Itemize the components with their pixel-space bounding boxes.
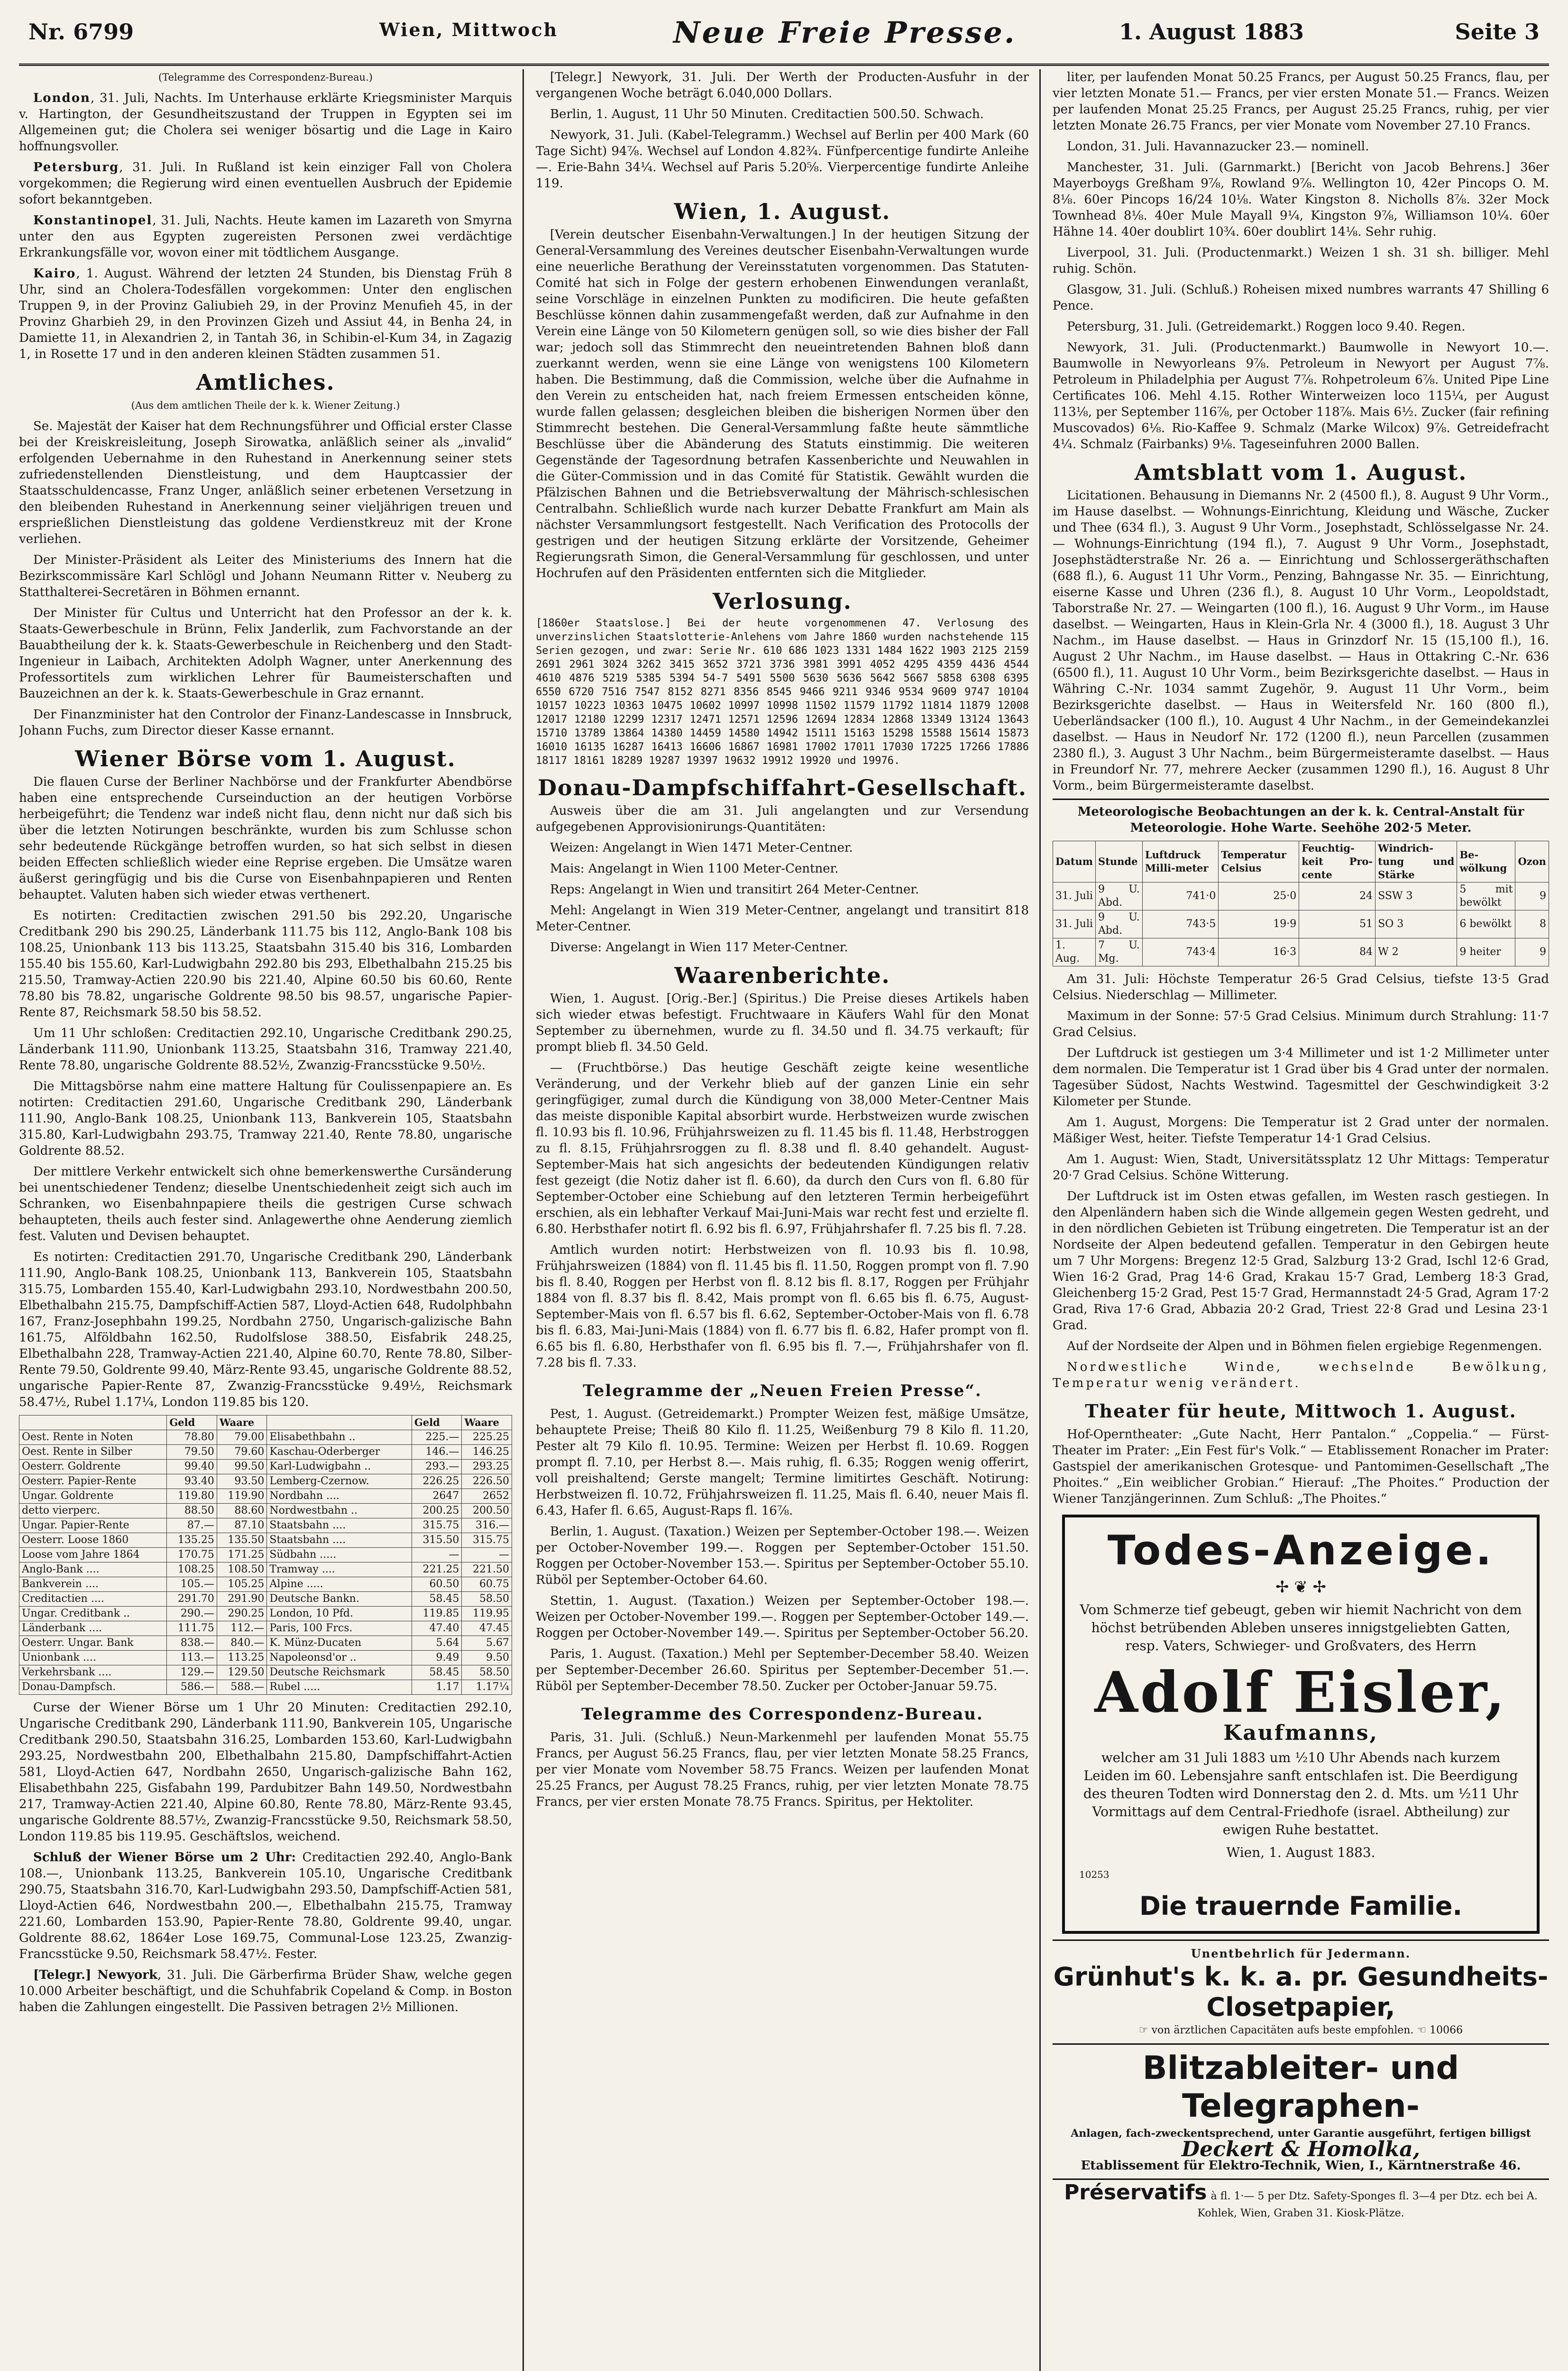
schluss-heading: Schluß der Wiener Börse um 2 Uhr: (33, 1850, 296, 1865)
table-cell: 16·3 (1219, 938, 1299, 966)
weather-paragraph-4: Am 1. August, Morgens: Die Temperatur ist 2 Grad unter der normalen. Mäßiger West, heiter. Tiefste Temperatur 14·1 Grad Celsius. (1053, 1115, 1549, 1146)
table-header: Waare (462, 1415, 512, 1430)
table-header: Be-wölkung (1457, 841, 1515, 882)
table-row (19, 1445, 512, 1460)
table-cell: Anglo-Bank .... (19, 1562, 167, 1577)
weather-forecast: Nordwestliche Winde, wechselnde Bewölkung, Temperatur wenig verändert. (1053, 1360, 1549, 1390)
table-cell: 112.— (217, 1621, 267, 1636)
table-cell: 129.— (167, 1665, 217, 1680)
table-cell: 221.50 (462, 1562, 512, 1577)
table-cell: 93.50 (217, 1474, 267, 1489)
table-cell: Oesterr. Loose 1860 (19, 1533, 167, 1548)
table-cell: 113.25 (217, 1651, 267, 1665)
table-cell: 170.75 (167, 1548, 217, 1562)
table-cell: Ungar. Creditbank .. (19, 1607, 167, 1621)
ad-closetpapier (1053, 1939, 1549, 2043)
table-cell: Deutsche Reichsmark (267, 1665, 412, 1680)
table-cell: 58.45 (412, 1592, 462, 1607)
table-cell: 111.75 (167, 1621, 217, 1636)
table-cell: 31. Juli (1053, 882, 1096, 910)
amtliches-paragraph-4: Der Finanzminister hat den Controlor der Finanz-Landescasse in Innsbruck, Johann Fuchs, zum Director dieser Kasse ernannt. (19, 708, 512, 738)
table-cell: SO 3 (1375, 910, 1457, 938)
waaren-paragraph-1: Wien, 1. August. [Orig.-Ber.] (Spiritus.) Die Preise dieses Artikels haben sich wieder etwas befestigt. Fruchtwaare in Käufers Wahl für den Monat September zu übernehmen, wurde zu fl. 34.50 und fl. 34.75 verkauft; für prompt blieb fl. 34.50 Geld. (536, 992, 1029, 1054)
table-header (19, 1415, 167, 1430)
table-cell: 51 (1299, 910, 1375, 938)
donau-diverse: Diverse: Angelangt in Wien 117 Meter-Centner. (550, 940, 848, 955)
table-cell: Nordbahn .... (267, 1489, 412, 1504)
table-cell: 47.40 (412, 1621, 462, 1636)
table-cell: 87.10 (217, 1518, 267, 1533)
boerse-paragraph-4: Die Mittagsbörse nahm eine mattere Haltung für Coulissenpapiere an. Es notirten: Creditactien 291.60, Ungarische Creditbank 290, Länderbank 111.90, Anglo-Bank 108.25, Unionbank 113, Bankverein 105, Staatsbahn 315.80, Karl-Ludwigbahn 293.75, Tramway 221.40, Rente 78.80, ungarische Goldrente 88.52. (19, 1079, 512, 1158)
table-cell: 58.45 (412, 1665, 462, 1680)
table-header: Geld (412, 1415, 462, 1430)
heading-theater: Theater für heute, Mittwoch 1. August. (1085, 1400, 1517, 1422)
market-manchester: Manchester, 31. Juli. (Garnmarkt.) [Bericht von Jacob Behrens.] 36er Mayerboygs Greßham 9⅞, Rowland 9⅞. Wellington 10, 42er Pincops O. M. 8⅛. 60er Pincops 16/24 10⅛. Water Kingston 8. Nicholls 8⅞. 32er Mock Townhead 8⅛. 40er Mule Mayall 9¼, Kingston 9⅞, Williamson 10¼. 60er Hähne 14. 40er doublirt 10¾. 60er doublirt 14⅛. Sehr ruhig. (1053, 160, 1549, 239)
table-row (19, 1518, 512, 1533)
table-cell: Staatsbahn .... (267, 1533, 412, 1548)
column-2 (536, 69, 1029, 2371)
theater-listing: Hof-Operntheater: „Gute Nacht, Herr Pantalon.“ „Coppelia.“ — Fürst-Theater im Prater: „Ein Fest für's Volk.“ — Etablissement Ronacher im Prater: Gastspiel der amerikanischen Grotesque- und Pantomimen-Gesellschaft „The Phoites.“ „Ein weiblicher Grobian.“ Hierauf: „The Phoites.“ Production der Wiener Tanzjängerinnen. Zum Schluß: „The Phoites.“ (1053, 1427, 1549, 1506)
table-cell: 9.50 (462, 1651, 512, 1665)
weather-paragraph-6: Der Luftdruck ist im Osten etwas gefallen, im Westen rasch gestiegen. In den Alpenländern haben sich die Winde allgemein gegen Westen gedreht, und in den nördlichen Gebieten ist Trübung eingetreten. Die Temperatur ist an der Nordseite der Alpen bedeutend gefallen. Temperatur in den Gebirgen heute um 7 Uhr Morgens: Bregenz 12·5 Grad, Salzburg 13·2 Grad, Ischl 12·6 Grad, Wien 16·2 Grad, Prag 14·6 Grad, Krakau 15·7 Grad, Lemberg 18·3 Grad, Gleichenberg 15·2 Grad, Pest 15·7 Grad, Hermannstadt 24·5 Grad, Agram 17·2 Grad, Riva 17·6 Grad, Abbazia 20·2 Grad, Triest 22·8 Grad und Lesina 23·1 Grad. (1053, 1189, 1549, 1333)
table-row (19, 1562, 512, 1577)
table-cell: 146.25 (462, 1445, 512, 1460)
table-header: Waare (217, 1415, 267, 1430)
table-cell: 129.50 (217, 1665, 267, 1680)
table-cell: Oest. Rente in Silber (19, 1445, 167, 1460)
heading-meteorologie: Meteorologische Beobachtungen an der k. k. Central-Anstalt für Meteorologie. Hohe Warte. Seehöhe 202·5 Meter. (1053, 799, 1549, 836)
article-berlin: Berlin, 1. August, 11 Uhr 50 Minuten. Creditactien 500.50. Schwach. (550, 107, 984, 121)
table-cell: Südbahn ..... (267, 1548, 412, 1562)
table-cell: 586.— (167, 1680, 217, 1695)
text-konstantinopel: , 31. Juli, Nachts. Heute kamen im Lazareth von Smyrna unter den aus Egypten zugereisten Personen zwei verdächtige Erkrankungsfälle vor, wovon einer mit tödtlichem Ausgange. (19, 213, 512, 260)
table-row (19, 1680, 512, 1695)
table-cell: 93.40 (167, 1474, 217, 1489)
article-petersburg (19, 159, 512, 208)
table-cell: 200.50 (462, 1504, 512, 1518)
table-cell: Oesterr. Goldrente (19, 1460, 167, 1474)
text-kairo: , 1. August. Während der letzten 24 Stunden, bis Dienstag Früh 8 Uhr, sind an Cholera-Todesfällen vorgekommen: Unter den englischen Truppen 9, in der Provinz Galiubieh 29, in der Provinz Menufieh 45, in der Provinz Gharbieh 29, in den Provinzen Gizeh und Assiut 44, in Benha 24, in Damiette 11, in Alexandrien 2, in Tantah 36, in Schibin-el-Kum 34, in Zagazig 1, in Rosette 17 und in den anderen kleinen Städten zusammen 51. (19, 267, 512, 361)
column-3 (1053, 69, 1549, 2371)
market-petersburg: Petersburg, 31. Juli. (Getreidemarkt.) Roggen loco 9.40. Regen. (1067, 320, 1466, 334)
boerse-paragraph-6: Es notirten: Creditactien 291.70, Ungarische Creditbank 290, Länderbank 111.90, Anglo-Bank 108.25, Unionbank 113, Bankverein 105, Staatsbahn 315.75, Lombarden 155.40, Karl-Ludwigbahn 293.10, Nordwestbahn 200.50, Elbethalbahn 215.75, Dampfschiff-Actien 587, Lloyd-Actien 648, Rudolphbahn 167, Franz-Josephbahn 199.25, Nordbahn 2750, Ungarisch-galizische Bahn 161.75, Alföldbahn 162.50, Rudolfslose 388.50, Eisfabrik 248.25, Elbethalbahn 228, Tramway-Actien 221.40, Alpine 60.70, Rente 78.80, Silber-Rente 79.50, Goldrente 99.40, März-Rente 93.45, ungarische Goldrente 88.52, ungarische Papier-Rente 87, Zwanzig-Francsstücke 9.49½, Reichsmark 58.47½, Rubel 1.17¼, London 119.85 bis 120. (19, 1250, 512, 1409)
table-cell: 840.— (217, 1636, 267, 1651)
ad3-title: Préservatifs (1064, 2180, 1207, 2205)
table-cell: Elisabethbahn .. (267, 1430, 412, 1445)
table-cell: 99.40 (167, 1460, 217, 1474)
newspaper-title: Neue Freie Presse. (673, 15, 1017, 50)
death-notice-body: welcher am 31 Juli 1883 um ½10 Uhr Abends nach kurzem Leiden im 60. Lebensjahre sanft entschlafen ist. Die Beerdigung des theuren Todten wird Donnerstag den 2. d. Mts. um ½11 Uhr Vormittags auf dem Central-Friedhofe (israel. Abtheilung) zur ewigen Ruhe bestattet. (1083, 1750, 1519, 1838)
table-cell: 171.25 (217, 1548, 267, 1562)
table-cell: Rubel ..... (267, 1680, 412, 1695)
table-cell: 58.50 (462, 1665, 512, 1680)
table-cell: Ungar. Goldrente (19, 1489, 167, 1504)
boerse-paragraph-5: Der mittlere Verkehr entwickelt sich ohne bemerkenswerthe Cursänderung bei unentschiedener Tendenz; dieselbe Unentschiedenheit zeigt sich auch im Schranken, wo Eisenbahnpapiere theils die gestrigen Curse schwach behaupteten, theils auch fester sind. Anlagewerthe ohne Aenderung ziemlich fest. Valuten und Devisen behauptet. (19, 1165, 512, 1243)
ad1-title: Grünhut's k. k. a. pr. Gesundheits-Closetpapier, (1053, 1962, 1549, 2022)
market-newyork: Newyork, 31. Juli. (Productenmarkt.) Baumwolle in Newyort 10.—. Baumwolle in Newyorleans 9⅞. Petroleum in Newyort per August 7⅞. Petroleum in Philadelphia per August 7⅞. Rohpetroleum 6⅞. United Pipe Line Certificates 106. Mehl 4.15. Rother Winterweizen loco 115¼, per August 113⅛, per September 116⅞, per October 118⅞. Mais 6½. Zucker (fair refining Muscovados) 6⅛. Rio-Kaffee 9. Schmalz (Marke Wilcox) 9⅞. Getreidefracht 4¼. Schmalz (Fairbanks) 9⅛. Tageseinfuhren 2000 Ballen. (1053, 340, 1549, 451)
table-cell: 105.25 (217, 1577, 267, 1592)
table-cell: Paris, 100 Frcs. (267, 1621, 412, 1636)
column-rule-1 (523, 69, 524, 2371)
telegram-pest: Pest, 1. August. (Getreidemarkt.) Prompter Weizen fest, mäßige Umsätze, behauptete Preise; Theiß 80 Kilo fl. 11.25, Weißenburg 79 8 Kilo fl. 11.20, Pester alt 79 Kilo fl. 10.95. Termine: Weizen per Herbst fl. 10.69. Roggen prompt fl. 7.10, per Herbst 8.—. Mais ruhig, fl. 6.35; Roggen wenig offerirt, voll preishaltend; Gerste mangelt; Termine limitirtes Geschäft. Notirung: Herbstweizen fl. 10.72, Frühjahrsweizen fl. 11.25, Mais fl. 6.40, neuer Mais fl. 6.43, Hafer fl. 6.65, August-Raps fl. 16⅞. (536, 1407, 1029, 1518)
table-cell: Karl-Ludwigbahn .. (267, 1460, 412, 1474)
heading-telegramme-nfp: Telegramme der „Neuen Freien Presse“. (583, 1381, 982, 1400)
table-cell: 290.25 (217, 1607, 267, 1621)
death-notice-id: 10253 (1079, 1869, 1110, 1880)
ornament-icon: ✢ ❦ ✢ (1275, 1578, 1327, 1597)
weather-paragraph-1: Am 31. Juli: Höchste Temperatur 26·5 Grad Celsius, tiefste 13·5 Grad Celsius. Niederschlag — Millimeter. (1053, 972, 1549, 1002)
death-notice-intro: Vom Schmerze tief gebeugt, geben wir hiemit Nachricht von dem höchst betrübenden Ableben unseres innigstgeliebten Gatten, resp. Vaters, Schwieger- und Großvaters, des Herrn (1080, 1602, 1522, 1654)
table-cell: Oesterr. Ungar. Bank (19, 1636, 167, 1651)
table-cell: 108.25 (167, 1562, 217, 1577)
article-newyork-shaw (19, 1967, 512, 2015)
table-cell: 226.50 (462, 1474, 512, 1489)
table-cell: — (462, 1548, 512, 1562)
market-glasgow: Glasgow, 31. Juli. (Schluß.) Roheisen mixed numbres warrants 47 Shilling 6 Pence. (1053, 283, 1549, 313)
heading-wien: Wien, 1. August. (674, 199, 891, 224)
table-header: Temperatur Celsius (1219, 841, 1299, 882)
table-header: Ozon (1515, 841, 1549, 882)
place-london: London (33, 91, 91, 105)
table-cell: 315.75 (462, 1533, 512, 1548)
boerse-paragraph-1: Die flauen Curse der Berliner Nachbörse und der Frankfurter Abendbörse haben eine entsprechende Curseinduction an der heutigen Vorbörse herbeigeführt; die Tendenz war indeß nicht flau, denn nicht nur daß sich bis über die letzten Notirungen beschränkte, wurden bis zum Schlusse schon sehr bedeutende Rückgänge betroffen wurden, so hat sich selbst in diesen beiden Effecten schließlich wieder eine Reprise ergeben. Die Umsätze waren äußerst geringfügig und bis die Curse von Eisenbahnpapieren und Renten behauptet. Valuten haben sich wieder etwas verthenert. (19, 775, 512, 902)
table-cell: 743·4 (1142, 938, 1219, 966)
table-cell: Lemberg-Czernow. (267, 1474, 412, 1489)
table-cell: 2652 (462, 1489, 512, 1504)
newspaper-page (19, 11, 1549, 2371)
weather-paragraph-2: Maximum in der Sonne: 57·5 Grad Celsius. Minimum durch Strahlung: 11·7 Grad Celsius. (1053, 1009, 1549, 1039)
table-cell: 9 U. Abd. (1096, 910, 1143, 938)
table-cell: W 2 (1375, 938, 1457, 966)
table-cell: 293.25 (462, 1460, 512, 1474)
table-cell: Ungar. Papier-Rente (19, 1518, 167, 1533)
ad3-text: à fl. 1·— 5 per Dtz. Safety-Sponges fl. 3—4 per Dtz. ech bei A. Kohlek, Wien, Graben 31. Kiosk-Plätze. (1197, 2190, 1538, 2219)
table-cell: Deutsche Bankn. (267, 1592, 412, 1607)
table-cell: 291.70 (167, 1592, 217, 1607)
table-cell: 1.17 (412, 1680, 462, 1695)
table-cell: 88.60 (217, 1504, 267, 1518)
table-cell: 9 (1515, 938, 1549, 966)
ad-preservatifs (1053, 2178, 1549, 2226)
table-cell: 60.50 (412, 1577, 462, 1592)
article-newyork-export: [Telegr.] Newyork, 31. Juli. Der Werth der Producten-Ausfuhr in der vergangenen Woche beträgt 6.040,000 Dollars. (536, 70, 1029, 101)
table-header: Stunde (1096, 841, 1143, 882)
table-cell: Bankverein .... (19, 1577, 167, 1592)
boerse-paragraph-7: Curse der Wiener Börse um 1 Uhr 20 Minuten: Creditactien 292.10, Ungarische Creditbank 290, Länderbank 111.90, Bankverein 105, Ungarische Creditbank 290.50, Staatsbahn 316.25, Lombarden 153.60, Karl-Ludwigbahn 293.25, Nordwestbahn 200, Elbethalbahn 215.80, Dampfschiffahrt-Actien 581, Lloyd-Actien 647, Nordbahn 2650, Ungarisch-galizische Bahn 162, Elisabethbahn 225, Gisfabahn 199, Pardubitzer Bahn 149.50, Nordwestbahn 217, Tramway-Actien 221.40, Alpine 60.80, Rente 78.80, März-Rente 93.45, ungarische Goldrente 88.57½, Zwanzig-Francsstücke 9.50, Reichsmark 58.50, London 119.85 bis 119.95. Geschäftslos, weichend. (19, 1700, 512, 1844)
telegram-stettin: Stettin, 1. August. (Taxation.) Weizen per September-October 198.—. Weizen per October-November 199.—. Roggen per September-October 149.—. Roggen per October-November 149.—. Spiritus per September-October 56.20. (536, 1594, 1029, 1640)
table-cell: 135.50 (217, 1533, 267, 1548)
ad2-subtitle: Anlagen, fach-zweckentsprechend, unter Garantie ausgeführt, fertigen billigst (1071, 2127, 1531, 2140)
ad2-firm: Deckert & Homolka, (1181, 2137, 1421, 2161)
place-petersburg: Petersburg (33, 160, 119, 175)
table-row (19, 1577, 512, 1592)
masthead (19, 11, 1549, 66)
table-cell: 19·9 (1219, 910, 1299, 938)
table-cell: 5.67 (462, 1636, 512, 1651)
waaren-paragraph-3: Amtlich wurden notirt: Herbstweizen von fl. 10.93 bis fl. 10.98, Frühjahrsweizen (1884) von fl. 11.45 bis fl. 11.50, Roggen prompt von fl. 7.90 bis fl. 8.40, Roggen per Herbst von fl. 8.12 bis fl. 8.17, Roggen per Frühjahr 1884 von fl. 8.37 bis fl. 8.42, Mais prompt von fl. 6.65 bis fl. 6.75, August-September-Mais von fl. 6.57 bis fl. 6.62, September-October-Mais von fl. 6.78 bis fl. 6.83, Mai-Juni-Mais (1884) von fl. 6.77 bis fl. 6.82, Hafer prompt von fl. 6.65 bis fl. 6.80, Herbsthafer von fl. 6.95 bis fl. 7.—, Frühjahrshafer von fl. 7.28 bis fl. 7.33. (536, 1243, 1029, 1370)
table-header-row (19, 1415, 512, 1430)
table-cell: 119.95 (462, 1607, 512, 1621)
table-row (19, 1621, 512, 1636)
table-cell: 315.75 (412, 1518, 462, 1533)
article-konstantinopel (19, 212, 512, 261)
issue-number: Nr. 6799 (28, 19, 134, 45)
table-cell: Verkehrsbank .... (19, 1665, 167, 1680)
ad1-tagline: Unentbehrlich für Jedermann. (1191, 1947, 1411, 1960)
boerse-quote-table (19, 1415, 512, 1695)
table-cell: Creditactien .... (19, 1592, 167, 1607)
donau-intro: Ausweis über die am 31. Juli angelangten und zur Versendung aufgegebenen Approvisionirungs-Quantitäten: (536, 804, 1029, 834)
table-cell: 1. Aug. (1053, 938, 1096, 966)
table-cell: 225.25 (462, 1430, 512, 1445)
ad2-address: Etablissement für Elektro-Technik, Wien, I., Kärntnerstraße 46. (1081, 2159, 1521, 2173)
table-cell: 6 bewölkt (1457, 910, 1515, 938)
telegram-paris: Paris, 1. August. (Taxation.) Mehl per September-December 58.40. Weizen per September-December 26.60. Spiritus per September-December 51.—. Rüböl per September-December 78.50. Zucker per October-Januar 59.75. (536, 1647, 1029, 1693)
page-number: Seite 3 (1455, 19, 1540, 45)
table-cell: 119.80 (167, 1489, 217, 1504)
verlosung-series-list: [1860er Staatslose.] Bei der heute vorgenommenen 47. Verlosung des unverzinslichen Staatslotterie-Anlehens vom Jahre 1860 wurden nachstehende 115 Serien gezogen, und zwar: Serie Nr. 610 686 1023 1331 1484 1622 1903 2125 2159 2691 2961 3024 3262 3415 3652 3721 3736 3981 3991 4052 4295 4359 4436 4544 4610 4876 5219 5385 5394 54-7 5491 5500 5630 5636 5642 5667 5858 6308 6395 6550 6720 7516 7547 8152 8271 8356 8545 9466 9211 9346 9534 9609 9747 10104 10157 10223 10363 10475 10602 10997 10998 11502 11579 11792 11814 11879 12008 12017 12180 12299 12317 12471 12571 12596 12694 12834 12868 13349 13124 13643 15710 13789 13864 14380 14459 14580 14942 15111 15163 15298 15588 15614 15873 16010 16135 16287 16413 16606 16867 16981 17002 17011 17030 17225 17266 17886 18117 18161 18289 19287 19397 19632 19912 19920 und 19976. (536, 617, 1029, 767)
table-row (1053, 882, 1549, 910)
table-cell: 5 mit bewölkt (1457, 882, 1515, 910)
table-cell: — (412, 1548, 462, 1562)
donau-reps: Reps: Angelangt in Wien und transitirt 264 Meter-Centner. (550, 882, 919, 897)
table-cell: 31. Juli (1053, 910, 1096, 938)
heading-telegramme-corr: Telegramme des Correspondenz-Bureau. (581, 1705, 983, 1724)
table-row (19, 1474, 512, 1489)
table-cell: 221.25 (412, 1562, 462, 1577)
table-cell: 79.60 (217, 1445, 267, 1460)
table-cell: 84 (1299, 938, 1375, 966)
table-header: Datum (1053, 841, 1096, 882)
table-cell: 24 (1299, 882, 1375, 910)
boerse-paragraph-2: Es notirten: Creditactien zwischen 291.50 bis 292.20, Ungarische Creditbank 290 bis 290.25, Länderbank 111.75 bis 112, Anglo-Bank 108 bis 108.25, Unionbank 113 bis 113.25, Staatsbahn 315.40 bis 316, Lombarden 155.40 bis 155.60, Karl-Ludwigbahn 292.80 bis 293, Elbethalbahn 215.25 bis 215.50, Tramway-Actien 220.90 bis 221.40, Alpine 60.50 bis 60.60, Rente 78.80 bis 78.82, ungarische Goldrente 98.50 bis 98.57, ungarische Papier-Rente 87, Reichsmark 58.50 bis 58.52. (19, 909, 512, 1020)
table-cell: Oest. Rente in Noten (19, 1430, 167, 1445)
table-cell: 225.— (412, 1430, 462, 1445)
boerse-paragraph-3: Um 11 Uhr schloßen: Creditactien 292.10, Ungarische Creditbank 290.25, Länderbank 111.90, Unionbank 113.25, Staatsbahn 316, Tramway 221.40, Rente 78.80, ungarische Goldrente 88.52½, Zwanzig-Francsstücke 9.50½. (19, 1026, 512, 1073)
table-cell: 108.50 (217, 1562, 267, 1577)
weather-paragraph-3: Der Luftdruck ist gestiegen um 3·4 Millimeter und ist 1·2 Millimeter unter dem normalen. Die Temperatur ist 1 Grad über bis 4 Grad unter der normalen. Tagesüber Südost, Nachts Westwind. Tagesmittel der Geschwindigkeit 3·2 Kilometer per Stunde. (1053, 1046, 1549, 1109)
ad1-subtitle: ☞ von ärztlichen Capacitäten aufs beste empfohlen. ☜ 10066 (1138, 2024, 1463, 2036)
article-newyork-cable: Newyork, 31. Juli. (Kabel-Telegramm.) Wechsel auf Berlin per 400 Mark (60 Tage Sicht) 94⅞. Wechsel auf London 4.82¾. Fünfpercentige fundirte Anleihe —. Erie-Bahn 34¼. Wechsel auf Paris 5.20⅝. Vierpercentige fundirte Anleihe 119. (536, 128, 1029, 191)
market-london: London, 31. Juli. Havannazucker 23.— nominell. (1067, 139, 1369, 154)
table-row (19, 1665, 512, 1680)
place-kairo: Kairo (33, 267, 76, 281)
table-cell: Nordwestbahn .. (267, 1504, 412, 1518)
donau-mehl: Mehl: Angelangt in Wien 319 Meter-Centner, angelangt und transitirt 818 Meter-Centner. (536, 903, 1029, 934)
table-row (1053, 938, 1549, 966)
table-cell: 47.45 (462, 1621, 512, 1636)
table-cell: 7 U. Mg. (1096, 938, 1143, 966)
table-cell: Loose vom Jahre 1864 (19, 1548, 167, 1562)
table-row (1053, 910, 1549, 938)
wien-paragraph: [Verein deutscher Eisenbahn-Verwaltungen.] In der heutigen Sitzung der General-Versammlung des Vereines deutscher Eisenbahn-Verwaltungen wurde eine neuerliche Berathung der Vereinsstatuten vorgenommen. Das Statuten-Comité hat sich in Folge der gestern erhobenen Einwendungen veranlaßt, seine Vorschläge in einzelnen Punkten zu modificiren. Die heute gefaßten Beschlüsse können dahin zusammengefaßt werden, daß zur Aufnahme in den Verein eine Länge von 50 Kilometern genügen soll, so wie dies bisher der Fall war; jedoch soll das Stimmrecht den neueintretenden Bahnen bloß dann zuerkannt werden, wenn sie eine Länge von wenigstens 100 Kilometern haben. Die Bestimmung, daß die Commission, welche über die Aufnahme in den Verein zu entscheiden hat, nach freiem Ermessen entscheiden könne, wurde fallen gelassen; desgleichen bleiben die bisherigen Normen über den Stimmrecht bestehen. Die General-Versammlung faßte heute sämmtliche Beschlüsse über die Abänderung des Statuts einstimmig. Die weiteren Gegenstände der Tagesordnung betrafen Kassenberichte und Neuwahlen in die Güter-Commission und in das Comité für Statistik. Gewählt wurden die Pfälzischen Bahnen und die Betriebsverwaltung der Mährisch-schlesischen Centralbahn. Schließlich wurde nach kurzer Debatte Frankfurt am Main als nächster Versammlungsort festgestellt. Nach Verification des Protocolls der gestrigen und der heutigen Sitzung erklärte der Vorsitzende, Geheimer Regierungsrath Simon, die General-Versammlung für geschlossen, und unter Hochrufen auf den Präsidenten entfernten sich die Mitglieder. (536, 228, 1029, 580)
amtliches-paragraph-3: Der Minister für Cultus und Unterricht hat den Professor an der k. k. Staats-Gewerbeschule in Brünn, Felix Janderlik, zum Fachvorstande an der Bauabtheilung der k. k. Staats-Gewerbeschule in Reichenberg und den Stadt-Ingenieur in Laibach, Architekten Adolph Wagner, unter Anerkennung des Professortitels zum wirklichen Lehrer für Baumeisterschaften und Bauzeichnen an der k. k. Staats-Gewerbeschule in Graz ernannt. (19, 606, 512, 701)
article-kairo (19, 266, 512, 362)
table-cell: 226.25 (412, 1474, 462, 1489)
table-cell: 741·0 (1142, 882, 1219, 910)
table-cell: Tramway .... (267, 1562, 412, 1577)
table-row (19, 1607, 512, 1621)
table-row (19, 1651, 512, 1665)
death-notice-city: Wien, 1. August 1883. (1226, 1845, 1375, 1860)
table-cell: 838.— (167, 1636, 217, 1651)
table-header: Feuchtig-keit Pro-cente (1299, 841, 1375, 882)
table-cell: 113.— (167, 1651, 217, 1665)
table-cell: Napoleonsd'or .. (267, 1651, 412, 1665)
article-london (19, 90, 512, 155)
table-cell: 200.25 (412, 1504, 462, 1518)
table-header: Luftdruck Milli-meter (1142, 841, 1219, 882)
table-cell: 79.00 (217, 1430, 267, 1445)
table-header-row (1053, 841, 1549, 882)
deceased-role: Kaufmanns, (1223, 1721, 1378, 1745)
heading-amtliches: Amtliches. (196, 369, 335, 395)
table-cell: 316.— (462, 1518, 512, 1533)
death-notice (1062, 1515, 1540, 1934)
table-cell: 8 (1515, 910, 1549, 938)
ad-blitzableiter (1053, 2043, 1549, 2178)
weather-paragraph-7: Auf der Nordseite der Alpen und in Böhmen fielen ergiebige Regenmengen. (1067, 1339, 1542, 1353)
schluss-text: Creditactien 292.40, Anglo-Bank 108.—, Unionbank 113.25, Bankverein 105.10, Ungarische Creditbank 290.75, Staatsbahn 316.70, Karl-Ludwigbahn 293.50, Dampfschiff-Actien 581, Lloyd-Actien 646, Nordwestbahn 200.—, Elbethalbahn 215.75, Tramway 221.60, Lombarden 153.90, Papier-Rente 78.80, Goldrente 99.40, ungar. Goldrente 88.62, 1864er Lose 169.75, Communal-Lose 123.25, Zwanzig-Francsstücke 9.50, Reichsmark 58.47½. Fester. (19, 1850, 512, 1961)
text-petersburg: , 31. Juli. In Rußland ist kein einziger Fall von Cholera vorgekommen; die Regierung wird einen eventuellen Ausbruch der Epidemie sofort bekanntgeben. (19, 160, 512, 207)
weather-table (1053, 841, 1549, 966)
weather-paragraph-5: Am 1. August: Wien, Stadt, Universitätssplatz 12 Uhr Mittags: Temperatur 20·7 Grad Celsius. Schöne Witterung. (1053, 1152, 1549, 1183)
table-cell: 9 heiter (1457, 938, 1515, 966)
heading-verlosung: Verlosung. (712, 588, 853, 614)
table-row (19, 1533, 512, 1548)
table-row (19, 1592, 512, 1607)
table-cell: 315.50 (412, 1533, 462, 1548)
deceased-name: Adolf Eisler, (1094, 1659, 1507, 1725)
table-cell: 88.50 (167, 1504, 217, 1518)
table-header: Windrich-tung und Stärke (1375, 841, 1457, 882)
boerse-quote-rows (19, 1430, 512, 1695)
table-cell: 291.90 (217, 1592, 267, 1607)
heading-amtsblatt: Amtsblatt vom 1. August. (1134, 459, 1467, 485)
amtliches-paragraph-2: Der Minister-Präsident als Leiter des Ministeriums des Innern hat die Bezirkscommissäre Karl Schlögl und Johann Neumann Ritter v. Neuberg zu Statthalterei-Secretären in Böhmen ernannt. (19, 553, 512, 599)
place-konstantinopel: Konstantinopel (33, 213, 153, 228)
telegram-berlin: Berlin, 1. August. (Taxation.) Weizen per September-October 198.—. Weizen per October-November 199.—. Roggen per September-October 151.50. Roggen per October-November 153.—. Spiritus per September-October 55.10. Rüböl per September-October 64.60. (536, 1525, 1029, 1587)
text-newyork: , 31. Juli. Die Gärberfirma Brüder Shaw, welche gegen 10.000 Arbeiter beschäftigt, und die Schuhfabrik Copeland & Comp. in Boston haben die Zahlungen eingestellt. Die Passiven betragen 2½ Millionen. (19, 1968, 512, 2014)
table-cell: 58.50 (462, 1592, 512, 1607)
telegrams-subheading: (Telegramme des Correspondenz-Bureau.) (158, 72, 373, 83)
table-cell: 119.85 (412, 1607, 462, 1621)
heading-boerse: Wiener Börse vom 1. August. (75, 746, 456, 772)
text-london: , 31. Juli, Nachts. Im Unterhause erklärte Kriegsminister Marquis v. Hartington, der Gesundheitszustand der Truppen in Egypten sei im Allgemeinen gut; die Cholera sei weniger bösartig und die Lage in Kairo hoffnungsvoller. (19, 91, 512, 154)
city-weekday: Wien, Mittwoch (379, 19, 559, 40)
issue-date: 1. August 1883 (1119, 19, 1304, 45)
table-cell: Staatsbahn .... (267, 1518, 412, 1533)
table-cell: K. Münz-Ducaten (267, 1636, 412, 1651)
waaren-paragraph-2: — (Fruchtbörse.) Das heutige Geschäft zeigte keine wesentliche Veränderung, und der Verkehr blieb auf der ganzen Linie ein sehr geringfügiger, zumal durch die Kündigung von 38,000 Meter-Centner Mais das meiste disponible Kapital absorbirt wurde. Herbstweizen wurde zwischen fl. 10.93 bis fl. 10.96, Frühjahrsweizen zu fl. 11.45 bis fl. 11.48, Herbstroggen zu fl. 8.15, Frühjahrsroggen zu fl. 8.38 und fl. 8.40 gehandelt. August-September-Mais hat sich angesichts der bedeutenden Kündigungen relativ fest gezeigt (die Notiz daher ist fl. 6.60), da durch den Curs von fl. 6.80 für September-October eine Schiebung auf den letzteren Termin herbeigeführt erschien, als ein lebhafter Verkauf Mai-Juni-Mais war recht fest und erzielte fl. 6.80. Herbsthafer notirt fl. 6.92 bis fl. 6.97, Frühjahrshafer fl. 7.25 bis fl. 7.28. (536, 1061, 1029, 1236)
table-cell: Alpine ..... (267, 1577, 412, 1592)
table-cell: 2647 (412, 1489, 462, 1504)
table-cell: Donau-Dampfsch. (19, 1680, 167, 1695)
amtsblatt-licitationen: Licitationen. Behausung in Diemanns Nr. 2 (4500 fl.), 8. August 9 Uhr Vorm., im Hause daselbst. — Wohnungs-Einrichtung, Kleidung und Wäsche, Zucker und Thee (634 fl.), 3. August 9 Uhr Vorm., Josephstadt, Schlösselgasse Nr. 24. — Wohnungs-Einrichtung (194 fl.), 7. August 9 Uhr Vorm., Josephstadt, Josephstädterstraße Nr. 26 a. — Einrichtung und Schlossergeräthschaften (688 fl.), 6. August 11 Uhr Vorm., Penzing, Bahngasse Nr. 35. — Einrichtung, eiserne Kasse und Uhren (236 fl.), 8. August 10 Uhr Vorm., Leopoldstadt, Taborstraße Nr. 27. — Weingarten (100 fl.), 16. August 9 Uhr Vorm., im Hause daselbst. — Weingarten, Haus in Klein-Grla Nr. 4 (3000 fl.), 18. August 3 Uhr Nachm., im Hause daselbst. — Haus in Grinzdorf Nr. 15 (15,100 fl.), 16. August 2 Uhr Nachm., im Hause daselbst. — Haus in Ottakring C.-Nr. 636 (6500 fl.), 11. August 10 Uhr Vorm., beim Bezirksgerichte daselbst. — Haus in Währing C.-Nr. 1034 sammt Zugehör, 9. August 11 Uhr Vorm., beim Bezirksgerichte daselbst. — Haus in Weitersfeld Nr. 160 (800 fl.), Ueberländsacker (100 fl.), 10. August 4 Uhr Nachm., in der Gemeindekanzlei daselbst. — Haus in Neudorf Nr. 172 (1200 fl.), neun Parcellen (zusammen 2380 fl.), 3. August 3 Uhr Nachm., beim Bürgermeisteramte daselbst. — Haus in Freundorf Nr. 77, mehrere Aecker (zusammen 1290 fl.), 16. August 8 Uhr Vorm., beim Bürgermeisteramte daselbst. (1053, 488, 1549, 793)
table-cell: 293.— (412, 1460, 462, 1474)
table-cell: 9.49 (412, 1651, 462, 1665)
table-cell: 9 U. Abd. (1096, 882, 1143, 910)
table-cell: 79.50 (167, 1445, 217, 1460)
heading-donau: Donau-Dampfschiffahrt-Gesellschaft. (538, 775, 1027, 800)
table-row (19, 1548, 512, 1562)
table-cell: 146.— (412, 1445, 462, 1460)
table-cell: 105.— (167, 1577, 217, 1592)
table-row (19, 1636, 512, 1651)
table-cell: 588.— (217, 1680, 267, 1695)
table-cell: 25·0 (1219, 882, 1299, 910)
table-cell: Kaschau-Oderberger (267, 1445, 412, 1460)
table-cell: 87.— (167, 1518, 217, 1533)
table-cell: 135.25 (167, 1533, 217, 1548)
column-rule-2 (1039, 69, 1041, 2371)
donau-weizen: Weizen: Angelangt in Wien 1471 Meter-Centner. (550, 841, 853, 855)
table-cell: 1.17¼ (462, 1680, 512, 1695)
weather-rows (1053, 882, 1549, 966)
table-row (19, 1504, 512, 1518)
table-cell: 290.— (167, 1607, 217, 1621)
subheading-amtliches: (Aus dem amtlichen Theile der k. k. Wiener Zeitung.) (131, 400, 400, 411)
table-cell: Oesterr. Papier-Rente (19, 1474, 167, 1489)
donau-mais: Mais: Angelangt in Wien 1100 Meter-Centner. (550, 862, 839, 876)
paris-continued: liter, per laufenden Monat 50.25 Francs, per August 50.25 Francs, flau, per vier letzten Monate 51.— Francs, per vier ersten Monate 51.— Francs. Weizen per laufenden Monat 25.25 Francs, per August 25.25 Francs, ruhig, per vier letzten Monate 26.75 Francs, per vier Monate vom November 27.10 Francs. (1053, 70, 1549, 133)
table-cell: 5.64 (412, 1636, 462, 1651)
heading-waarenberichte: Waarenberichte. (674, 963, 890, 988)
table-cell: 743·5 (1142, 910, 1219, 938)
boerse-schluss (19, 1849, 512, 1962)
table-cell: SSW 3 (1375, 882, 1457, 910)
corr-paris: Paris, 31. Juli. (Schluß.) Neun-Markenmehl per laufenden Monat 55.75 Francs, per August 56.25 Francs, flau, per vier letzten Monate 58.25 Francs, per vier Monate vom November 58.75 Francs. Weizen per laufenden Monat 25.25 Francs, per August 78.25 Francs, ruhig, per vier letzten Monate 78.75 Francs, per vier ersten Monate 78.75 Francs. Spiritus, per Hektoliter. (536, 1730, 1029, 1809)
table-row (19, 1430, 512, 1445)
table-cell: 119.90 (217, 1489, 267, 1504)
amtliches-paragraph-1: Se. Majestät der Kaiser hat dem Rechnungsführer und Official erster Classe bei der Kreiskreisleitung, Joseph Sirowatka, anläßlich seiner als „invalid“ erfolgenden Uebernahme in den Ruhestand in Anerkennung seiner stets zufriedenstellenden Dienstleistung, und dem Hauptcassier der Staatsschuldencasse, Franz Unger, anläßlich seiner erbetenen Versetzung in den bleibenden Ruhestand in Anerkennung seiner vieljährigen treuen und ersprießlichen Dienstleistung das goldene Verdienstkreuz mit der Krone verliehen. (19, 419, 512, 546)
table-header: Geld (167, 1415, 217, 1430)
market-liverpool: Liverpool, 31. Juli. (Productenmarkt.) Weizen 1 sh. 31 sh. billiger. Mehl ruhig. Schön. (1053, 246, 1549, 276)
table-cell: 60.75 (462, 1577, 512, 1592)
ad2-title: Blitzableiter- und Telegraphen- (1142, 2049, 1459, 2125)
table-cell: 9 (1515, 882, 1549, 910)
table-row (19, 1460, 512, 1474)
table-cell: detto vierperc. (19, 1504, 167, 1518)
table-cell: London, 10 Pfd. (267, 1607, 412, 1621)
table-header (267, 1415, 412, 1430)
death-notice-family: Die trauernde Familie. (1139, 1891, 1462, 1921)
column-1 (19, 69, 512, 2371)
table-cell: 78.80 (167, 1430, 217, 1445)
place-newyork: [Telegr.] Newyork (33, 1968, 157, 1982)
death-notice-title: Todes-Anzeige. (1107, 1527, 1495, 1574)
table-cell: Länderbank .... (19, 1621, 167, 1636)
table-cell: 99.50 (217, 1460, 267, 1474)
table-row (19, 1489, 512, 1504)
table-cell: Unionbank .... (19, 1651, 167, 1665)
